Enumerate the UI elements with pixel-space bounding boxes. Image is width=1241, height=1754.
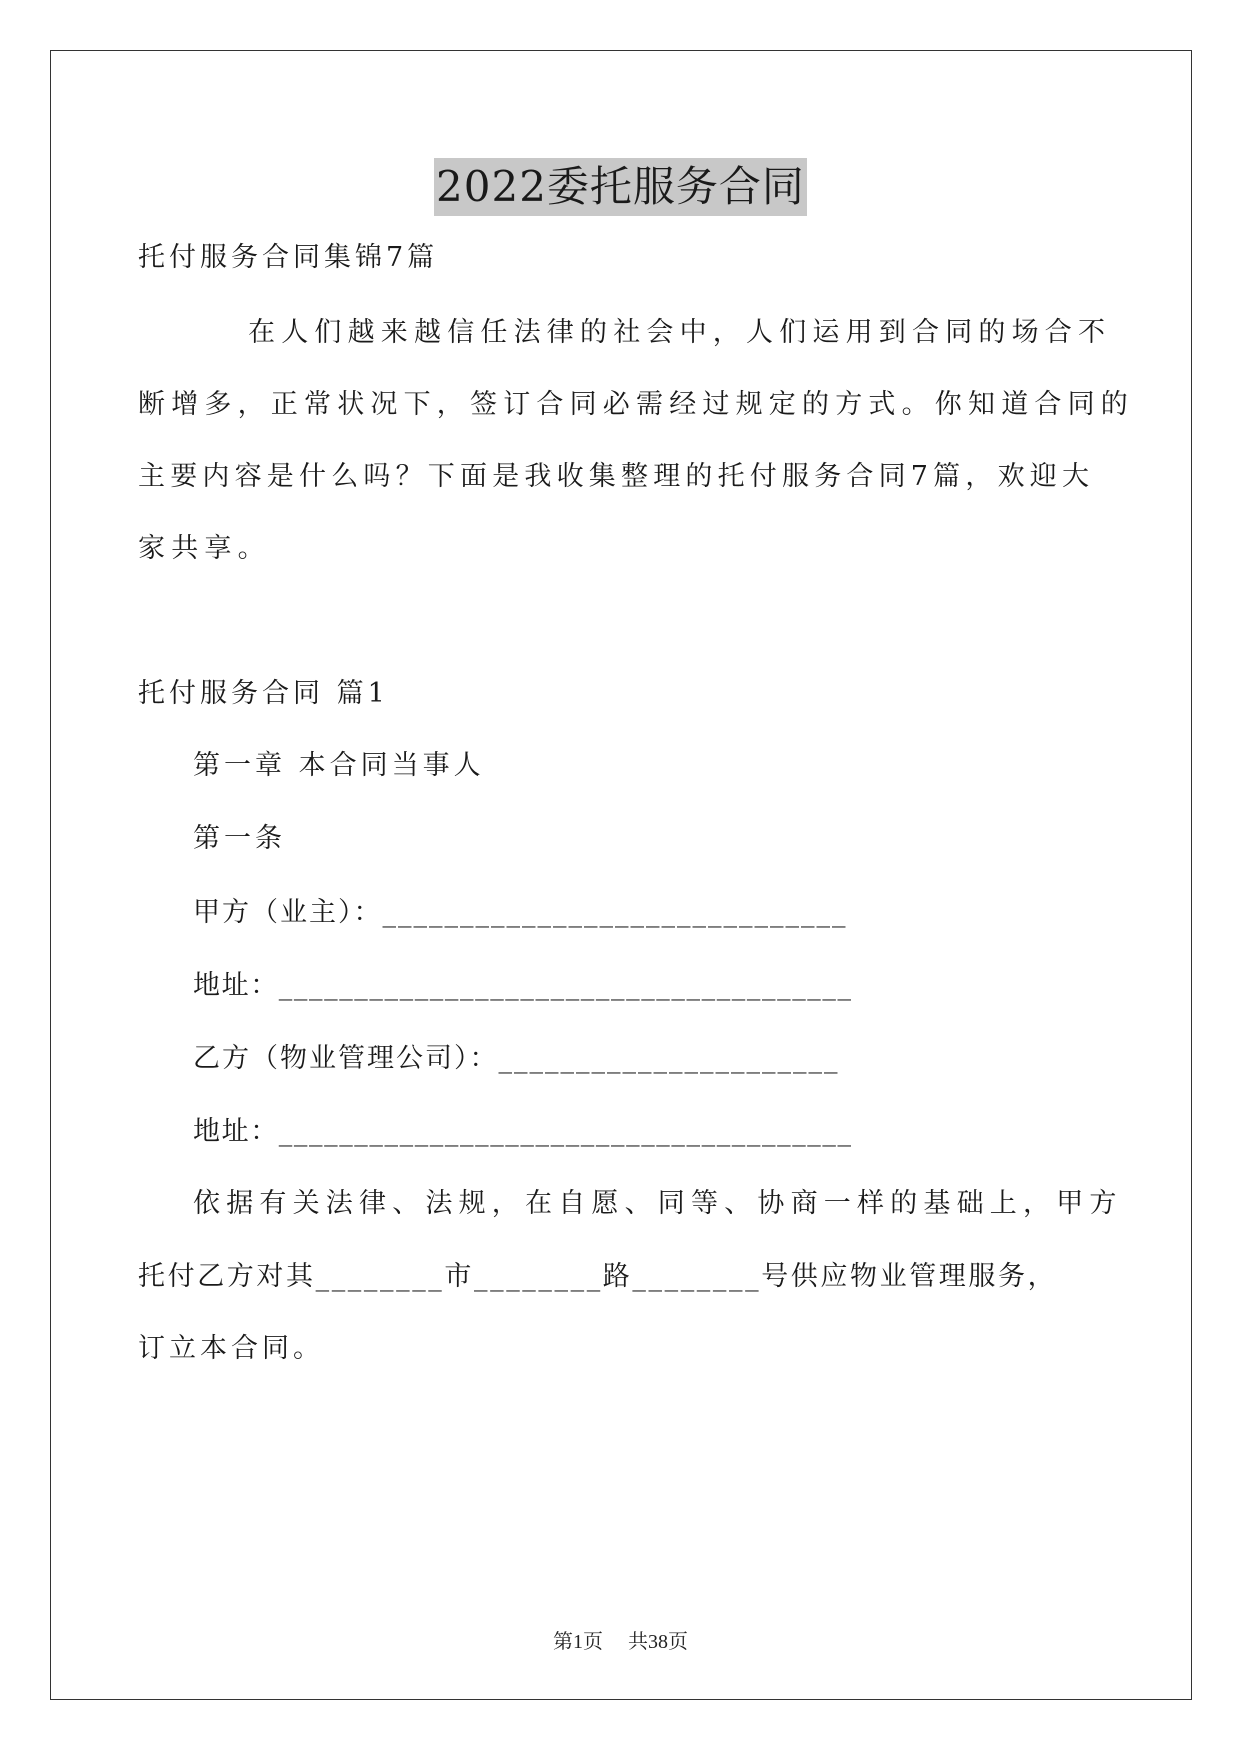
body-line-3: 订立本合同。 xyxy=(138,1333,324,1364)
section-heading: 托付服务合同 篇1 xyxy=(138,678,389,709)
address-a-field: 地址：______________________________________ xyxy=(193,970,853,1001)
intro-line-3: 主要内容是什么吗？下面是我收集整理的托付服务合同7篇，欢迎大 xyxy=(138,461,1095,492)
intro-line-4: 家共享。 xyxy=(138,533,271,564)
page-total: 共38页 xyxy=(628,1631,688,1653)
page-number: 第1页 xyxy=(553,1631,603,1653)
body-line-2: 托付乙方对其________市________路________号供应物业管理服务， xyxy=(138,1261,1058,1292)
page-frame xyxy=(50,50,1192,1700)
document-title: 2022委托服务合同 xyxy=(434,158,807,216)
address-b-field: 地址：______________________________________ xyxy=(193,1116,853,1147)
party-a-field: 甲方（业主）：______________________________ xyxy=(193,897,848,928)
page-footer xyxy=(0,1625,1241,1654)
intro-line-2: 断增多，正常状况下，签订合同必需经过规定的方式。你知道合同的 xyxy=(138,389,1134,420)
chapter-heading: 第一章 本合同当事人 xyxy=(193,750,485,781)
party-b-field: 乙方（物业管理公司）：______________________ xyxy=(193,1043,840,1074)
body-line-1: 依据有关法律、法规，在自愿、同等、协商一样的基础上，甲方 xyxy=(193,1188,1123,1219)
intro-line-1: 在人们越来越信任法律的社会中，人们运用到合同的场合不 xyxy=(248,317,1112,348)
article-heading: 第一条 xyxy=(193,823,286,854)
document-subtitle: 托付服务合同集锦7篇 xyxy=(138,242,439,273)
document-title-container xyxy=(0,158,1241,218)
